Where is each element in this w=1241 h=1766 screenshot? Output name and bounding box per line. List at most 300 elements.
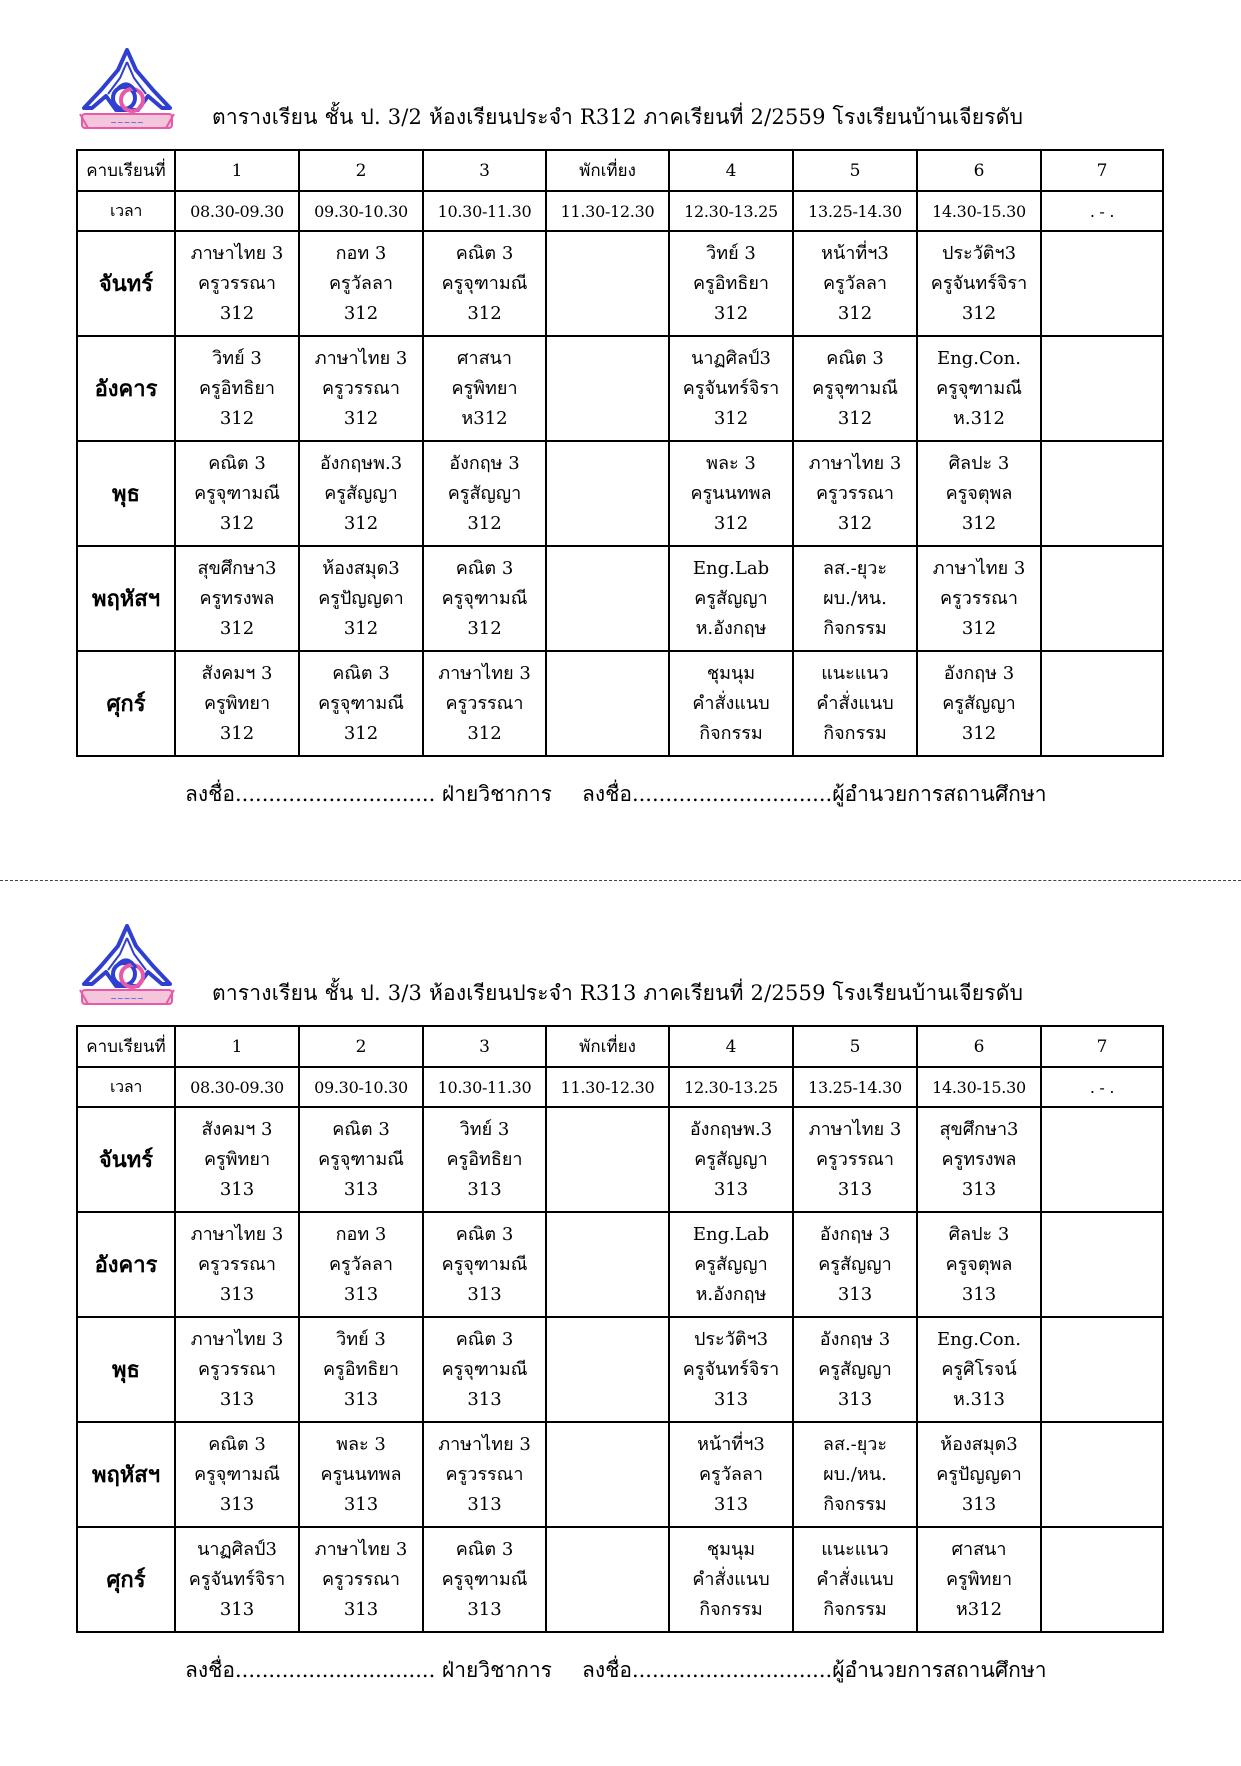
subject-name: คณิต 3 xyxy=(455,1328,514,1350)
room-label: ห.312 xyxy=(953,407,1005,429)
class-period-cell xyxy=(669,1317,793,1422)
signature-director: ลงชื่อ..............................ผู้อำนวยการสถานศึกษา xyxy=(581,782,1047,806)
teacher-name: ครูจุฑามณี xyxy=(194,1463,280,1485)
day-name-cell: พุธ xyxy=(77,1317,175,1422)
period-header-cell: 3 xyxy=(423,150,546,191)
class-period-cell xyxy=(917,441,1041,546)
class-period-cell xyxy=(423,441,546,546)
subject-name: อังกฤษพ.3 xyxy=(319,452,403,474)
room-label: 312 xyxy=(219,302,255,324)
day-name-cell: พฤหัสฯ xyxy=(77,546,175,651)
class-period-cell xyxy=(423,1107,546,1212)
subject-name: สังคมฯ 3 xyxy=(201,1118,273,1140)
period-header-cell: 5 xyxy=(793,150,917,191)
subject-name: นาฏศิลป์3 xyxy=(691,347,771,369)
class-period-cell xyxy=(793,441,917,546)
time-slot-cell: 09.30-10.30 xyxy=(299,191,423,231)
class-period-cell xyxy=(423,231,546,336)
room-label: 312 xyxy=(467,512,502,534)
room-label: กิจกรรม xyxy=(823,617,887,639)
room-label: 313 xyxy=(467,1493,502,1515)
empty-period-cell xyxy=(546,1107,669,1212)
class-period-cell xyxy=(917,231,1041,336)
subject-name: คณิต 3 xyxy=(455,242,514,264)
class-period-cell xyxy=(793,1107,917,1212)
period-header-cell: 7 xyxy=(1041,1026,1163,1067)
subject-name: ประวัติฯ3 xyxy=(941,242,1017,264)
teacher-name: ครูทรงพล xyxy=(199,587,275,609)
teacher-name: ครูจันทร์จิรา xyxy=(682,1358,780,1380)
class-period-cell xyxy=(917,1212,1041,1317)
class-period-cell xyxy=(793,1527,917,1632)
room-label: 313 xyxy=(219,1283,255,1305)
teacher-name: ครูสัญญา xyxy=(694,1148,768,1170)
period-header-row xyxy=(77,1026,1163,1067)
teacher-name: ครูจันทร์จิรา xyxy=(188,1568,286,1590)
class-period-cell xyxy=(669,336,793,441)
room-label: 312 xyxy=(837,302,873,324)
class-period-cell xyxy=(423,1422,546,1527)
class-period-cell xyxy=(175,1527,299,1632)
room-label: กิจกรรม xyxy=(823,722,887,744)
class-period-cell xyxy=(423,1527,546,1632)
signature-line xyxy=(185,1654,1047,1687)
class-period-cell xyxy=(299,231,423,336)
period-header-cell: 7 xyxy=(1041,150,1163,191)
teacher-name: ครูสัญญา xyxy=(694,1253,768,1275)
teacher-name: ครูวรรณา xyxy=(816,1148,894,1170)
teacher-name: ครูอิทธิยา xyxy=(446,1148,523,1170)
class-period-cell xyxy=(793,1317,917,1422)
empty-period-cell xyxy=(1041,1422,1163,1527)
room-label: 312 xyxy=(961,302,997,324)
room-label: 312 xyxy=(343,722,379,744)
subject-name: ภาษาไทย 3 xyxy=(808,1118,902,1140)
empty-period-cell xyxy=(546,651,669,756)
teacher-name: ครูสัญญา xyxy=(447,482,522,504)
class-period-cell xyxy=(793,1212,917,1317)
subject-name: ศิลปะ 3 xyxy=(948,1223,1010,1245)
room-label: 313 xyxy=(961,1178,997,1200)
subject-name: คณิต 3 xyxy=(826,347,884,369)
subject-name: สังคมฯ 3 xyxy=(201,662,273,684)
period-header-cell: 1 xyxy=(175,150,299,191)
teacher-name: ครูพิทยา xyxy=(203,692,271,714)
room-label: ห312 xyxy=(955,1598,1003,1620)
subject-name: คณิต 3 xyxy=(455,1538,514,1560)
room-label: 313 xyxy=(713,1388,749,1410)
room-label: 313 xyxy=(467,1178,502,1200)
class-period-cell xyxy=(669,1422,793,1527)
teacher-name: ครูวรรณา xyxy=(940,587,1018,609)
schedule-title: ตารางเรียน ชั้น ป. 3/3 ห้องเรียนประจำ R313 ภาคเรียนที่ 2/2559 โรงเรียนบ้านเจียรดับ xyxy=(212,981,1024,1005)
period-label-header: คาบเรียนที่ xyxy=(77,1026,175,1067)
teacher-name: ครูจตุพล xyxy=(945,482,1013,504)
class-period-cell xyxy=(299,1422,423,1527)
subject-name: พละ 3 xyxy=(336,1433,386,1455)
subject-name: คณิต 3 xyxy=(208,452,266,474)
class-period-cell xyxy=(299,441,423,546)
cut-line-divider xyxy=(0,880,1241,881)
day-name-cell: อังคาร xyxy=(77,1212,175,1317)
teacher-name: ครูปัญญดา xyxy=(936,1463,1022,1485)
teacher-name: ครูจุฑามณี xyxy=(441,587,528,609)
empty-period-cell xyxy=(1041,1317,1163,1422)
teacher-name: ครูจุฑามณี xyxy=(318,692,404,714)
room-label: 312 xyxy=(343,407,379,429)
room-label: 313 xyxy=(343,1598,379,1620)
period-header-cell: 1 xyxy=(175,1026,299,1067)
class-period-cell xyxy=(175,1317,299,1422)
subject-name: ภาษาไทย 3 xyxy=(314,1538,408,1560)
room-label: 312 xyxy=(713,407,749,429)
teacher-name: ครูพิทยา xyxy=(203,1148,271,1170)
room-label: ห312 xyxy=(461,407,508,429)
subject-name: แนะแนว xyxy=(821,662,889,684)
subject-name: ภาษาไทย 3 xyxy=(932,557,1026,579)
day-row xyxy=(77,441,1163,546)
teacher-name: ครูวรรณา xyxy=(816,482,894,504)
room-label: 313 xyxy=(343,1283,379,1305)
class-period-cell xyxy=(793,336,917,441)
subject-name: กอท 3 xyxy=(335,1223,387,1245)
time-slot-cell: 14.30-15.30 xyxy=(917,1067,1041,1107)
period-header-cell: พักเที่ยง xyxy=(546,150,669,191)
room-label: 312 xyxy=(713,512,749,534)
subject-name: Eng.Lab xyxy=(692,1223,770,1245)
teacher-name: ครูจันทร์จิรา xyxy=(682,377,780,399)
teacher-name: ครูวรรณา xyxy=(445,692,524,714)
teacher-name: ครูสัญญา xyxy=(818,1358,892,1380)
teacher-name: ครูจุฑามณี xyxy=(441,1253,528,1275)
subject-name: ภาษาไทย 3 xyxy=(314,347,408,369)
period-header-cell: 6 xyxy=(917,1026,1041,1067)
room-label: 313 xyxy=(467,1388,502,1410)
day-row xyxy=(77,1317,1163,1422)
class-period-cell xyxy=(175,1212,299,1317)
room-label: 313 xyxy=(343,1493,379,1515)
room-label: 313 xyxy=(467,1283,502,1305)
day-row xyxy=(77,1107,1163,1212)
room-label: ห.313 xyxy=(953,1388,1005,1410)
period-header-cell: 6 xyxy=(917,150,1041,191)
teacher-name: ครูจุฑามณี xyxy=(318,1148,404,1170)
room-label: 312 xyxy=(219,407,255,429)
day-name-cell: พฤหัสฯ xyxy=(77,1422,175,1527)
room-label: ห.อังกฤษ xyxy=(695,617,767,639)
teacher-name: ผบ./หน. xyxy=(823,587,887,609)
teacher-name: ครูวรรณา xyxy=(322,377,400,399)
subject-name: อังกฤษพ.3 xyxy=(689,1118,773,1140)
subject-name: คณิต 3 xyxy=(332,1118,390,1140)
subject-name: คณิต 3 xyxy=(208,1433,266,1455)
class-period-cell xyxy=(669,546,793,651)
school-logo-icon xyxy=(78,48,176,148)
empty-period-cell xyxy=(1041,1107,1163,1212)
class-period-cell xyxy=(669,1212,793,1317)
class-period-cell xyxy=(917,651,1041,756)
time-slot-cell: 10.30-11.30 xyxy=(423,191,546,231)
class-period-cell xyxy=(299,1107,423,1212)
room-label: 312 xyxy=(467,722,502,744)
teacher-name: ครูนนทพล xyxy=(690,482,772,504)
time-label-cell: เวลา xyxy=(77,191,175,231)
signature-academic: ลงชื่อ.............................. ฝ่ายวิชาการ xyxy=(185,782,552,806)
subject-name: ลส.-ยุวะ xyxy=(822,1433,888,1455)
subject-name: วิทย์ 3 xyxy=(706,242,756,264)
class-period-cell xyxy=(175,336,299,441)
class-period-cell xyxy=(175,1422,299,1527)
signature-line xyxy=(185,778,1047,811)
empty-period-cell xyxy=(1041,651,1163,756)
time-slot-cell: 13.25-14.30 xyxy=(793,1067,917,1107)
subject-name: ภาษาไทย 3 xyxy=(190,242,284,264)
room-label: ห.อังกฤษ xyxy=(695,1283,767,1305)
class-period-cell xyxy=(423,546,546,651)
day-row xyxy=(77,546,1163,651)
subject-name: ห้องสมุด3 xyxy=(322,557,400,579)
day-row xyxy=(77,231,1163,336)
time-slot-cell: 11.30-12.30 xyxy=(546,1067,669,1107)
subject-name: วิทย์ 3 xyxy=(459,1118,510,1140)
day-row xyxy=(77,336,1163,441)
class-period-cell xyxy=(423,1212,546,1317)
teacher-name: ครูจันทร์จิรา xyxy=(930,272,1028,294)
teacher-name: ครูทรงพล xyxy=(941,1148,1017,1170)
class-period-cell xyxy=(917,1107,1041,1212)
time-slot-cell: 12.30-13.25 xyxy=(669,1067,793,1107)
room-label: 313 xyxy=(219,1388,255,1410)
room-label: 312 xyxy=(343,617,379,639)
teacher-name: ครูจุฑามณี xyxy=(194,482,280,504)
room-label: 313 xyxy=(343,1388,379,1410)
class-period-cell xyxy=(175,651,299,756)
teacher-name: ครูจุฑามณี xyxy=(936,377,1022,399)
subject-name: วิทย์ 3 xyxy=(212,347,262,369)
empty-period-cell xyxy=(1041,1527,1163,1632)
subject-name: อังกฤษ 3 xyxy=(943,662,1015,684)
empty-period-cell xyxy=(546,441,669,546)
teacher-name: คำสั่งแนบ xyxy=(692,1568,770,1590)
teacher-name: ครูวรรณา xyxy=(445,1463,524,1485)
room-label: 312 xyxy=(467,617,502,639)
teacher-name: ครูสัญญา xyxy=(818,1253,892,1275)
class-period-cell xyxy=(423,1317,546,1422)
empty-period-cell xyxy=(546,546,669,651)
empty-period-cell xyxy=(1041,1212,1163,1317)
class-period-cell xyxy=(793,651,917,756)
teacher-name: ครูวัลลา xyxy=(329,1253,393,1275)
room-label: 313 xyxy=(713,1178,749,1200)
signature-academic: ลงชื่อ.............................. ฝ่ายวิชาการ xyxy=(185,1658,552,1682)
class-period-cell xyxy=(299,1317,423,1422)
schedule-title: ตารางเรียน ชั้น ป. 3/2 ห้องเรียนประจำ R312 ภาคเรียนที่ 2/2559 โรงเรียนบ้านเจียรดับ xyxy=(212,105,1024,129)
subject-name: Eng.Lab xyxy=(692,557,770,579)
class-period-cell xyxy=(299,546,423,651)
subject-name: หน้าที่ฯ3 xyxy=(697,1433,765,1455)
class-period-cell xyxy=(299,336,423,441)
day-row xyxy=(77,1527,1163,1632)
day-name-cell: ศุกร์ xyxy=(77,1527,175,1632)
class-period-cell xyxy=(917,1527,1041,1632)
teacher-name: ครูวรรณา xyxy=(198,1253,276,1275)
period-header-cell: พักเที่ยง xyxy=(546,1026,669,1067)
teacher-name: ครูอิทธิยา xyxy=(322,1358,400,1380)
class-period-cell xyxy=(175,231,299,336)
subject-name: อังกฤษ 3 xyxy=(449,452,520,474)
class-period-cell xyxy=(669,1107,793,1212)
teacher-name: คำสั่งแนบ xyxy=(816,692,894,714)
room-label: 313 xyxy=(219,1178,255,1200)
class-period-cell xyxy=(917,1317,1041,1422)
room-label: 312 xyxy=(219,722,255,744)
subject-name: แนะแนว xyxy=(821,1538,889,1560)
room-label: 312 xyxy=(219,512,255,534)
teacher-name: ครูจุฑามณี xyxy=(441,272,528,294)
subject-name: กอท 3 xyxy=(335,242,387,264)
time-row xyxy=(77,191,1163,231)
class-period-cell xyxy=(917,546,1041,651)
room-label: กิจกรรม xyxy=(823,1493,887,1515)
class-period-cell xyxy=(299,1527,423,1632)
room-label: 313 xyxy=(961,1493,997,1515)
period-header-row xyxy=(77,150,1163,191)
class-period-cell xyxy=(793,231,917,336)
time-slot-cell: 11.30-12.30 xyxy=(546,191,669,231)
class-period-cell xyxy=(299,651,423,756)
empty-period-cell xyxy=(546,1422,669,1527)
time-slot-cell: . - . xyxy=(1041,1067,1163,1107)
room-label: 312 xyxy=(343,512,379,534)
time-row xyxy=(77,1067,1163,1107)
teacher-name: ครูอิทธิยา xyxy=(198,377,276,399)
time-slot-cell: 09.30-10.30 xyxy=(299,1067,423,1107)
teacher-name: ครูจตุพล xyxy=(945,1253,1013,1275)
svg-text:~~~~~: ~~~~~ xyxy=(110,994,144,1003)
time-slot-cell: 12.30-13.25 xyxy=(669,191,793,231)
subject-name: Eng.Con. xyxy=(937,1328,1021,1350)
empty-period-cell xyxy=(1041,441,1163,546)
time-slot-cell: 13.25-14.30 xyxy=(793,191,917,231)
teacher-name: ครูวัลลา xyxy=(823,272,887,294)
room-label: 312 xyxy=(219,617,255,639)
room-label: 312 xyxy=(837,407,873,429)
class-period-cell xyxy=(175,546,299,651)
empty-period-cell xyxy=(1041,231,1163,336)
class-period-cell xyxy=(423,651,546,756)
subject-name: ภาษาไทย 3 xyxy=(438,1433,531,1455)
class-period-cell xyxy=(917,336,1041,441)
room-label: 313 xyxy=(219,1598,255,1620)
teacher-name: ครูจุฑามณี xyxy=(441,1358,528,1380)
period-label-header: คาบเรียนที่ xyxy=(77,150,175,191)
subject-name: นาฏศิลป์3 xyxy=(197,1538,277,1560)
subject-name: ห้องสมุด3 xyxy=(940,1433,1018,1455)
day-name-cell: อังคาร xyxy=(77,336,175,441)
subject-name: Eng.Con. xyxy=(937,347,1021,369)
teacher-name: คำสั่งแนบ xyxy=(692,692,770,714)
class-period-cell xyxy=(917,1422,1041,1527)
teacher-name: ครูวรรณา xyxy=(322,1568,400,1590)
subject-name: ศาสนา xyxy=(951,1538,1007,1560)
subject-name: ชุมนุม xyxy=(706,662,756,684)
class-period-cell xyxy=(669,1527,793,1632)
empty-period-cell xyxy=(1041,546,1163,651)
subject-name: ศาสนา xyxy=(457,347,512,369)
teacher-name: ครูพิทยา xyxy=(945,1568,1013,1590)
teacher-name: คำสั่งแนบ xyxy=(816,1568,894,1590)
class-period-cell xyxy=(175,441,299,546)
school-logo-icon xyxy=(78,924,176,1024)
time-slot-cell: 08.30-09.30 xyxy=(175,1067,299,1107)
empty-period-cell xyxy=(546,336,669,441)
room-label: 312 xyxy=(961,512,997,534)
class-period-cell xyxy=(299,1212,423,1317)
day-row xyxy=(77,1422,1163,1527)
room-label: 313 xyxy=(219,1493,255,1515)
subject-name: ภาษาไทย 3 xyxy=(190,1223,284,1245)
empty-period-cell xyxy=(546,231,669,336)
teacher-name: ครูอิทธิยา xyxy=(692,272,770,294)
class-period-cell xyxy=(669,651,793,756)
teacher-name: ครูวรรณา xyxy=(198,272,276,294)
subject-name: พละ 3 xyxy=(706,452,756,474)
room-label: 312 xyxy=(713,302,749,324)
day-name-cell: ศุกร์ xyxy=(77,651,175,756)
class-period-cell xyxy=(669,231,793,336)
teacher-name: ครูจุฑามณี xyxy=(812,377,898,399)
class-period-cell xyxy=(793,1422,917,1527)
subject-name: ลส.-ยุวะ xyxy=(822,557,888,579)
teacher-name: ครูศิโรจน์ xyxy=(941,1358,1017,1380)
subject-name: วิทย์ 3 xyxy=(336,1328,386,1350)
empty-period-cell xyxy=(546,1212,669,1317)
teacher-name: ครูสัญญา xyxy=(694,587,768,609)
teacher-name: ครูวรรณา xyxy=(198,1358,276,1380)
signature-director: ลงชื่อ..............................ผู้อำนวยการสถานศึกษา xyxy=(581,1658,1047,1682)
day-name-cell: จันทร์ xyxy=(77,231,175,336)
class-period-cell xyxy=(669,441,793,546)
period-header-cell: 4 xyxy=(669,150,793,191)
subject-name: ภาษาไทย 3 xyxy=(438,662,531,684)
room-label: 312 xyxy=(961,617,997,639)
teacher-name: ครูสัญญา xyxy=(942,692,1016,714)
subject-name: คณิต 3 xyxy=(332,662,390,684)
teacher-name: ครูนนทพล xyxy=(320,1463,402,1485)
class-period-cell xyxy=(175,1107,299,1212)
timetable xyxy=(76,1025,1164,1633)
svg-text:~~~~~: ~~~~~ xyxy=(110,118,144,127)
empty-period-cell xyxy=(546,1317,669,1422)
room-label: 312 xyxy=(467,302,502,324)
class-period-cell xyxy=(423,336,546,441)
room-label: 312 xyxy=(343,302,379,324)
room-label: กิจกรรม xyxy=(699,1598,763,1620)
room-label: 313 xyxy=(343,1178,379,1200)
period-header-cell: 4 xyxy=(669,1026,793,1067)
period-header-cell: 3 xyxy=(423,1026,546,1067)
subject-name: ศิลปะ 3 xyxy=(948,452,1010,474)
timetable xyxy=(76,149,1164,757)
room-label: 312 xyxy=(837,512,873,534)
period-header-cell: 5 xyxy=(793,1026,917,1067)
time-slot-cell: . - . xyxy=(1041,191,1163,231)
time-label-cell: เวลา xyxy=(77,1067,175,1107)
subject-name: คณิต 3 xyxy=(455,1223,514,1245)
teacher-name: ครูวัลลา xyxy=(329,272,393,294)
teacher-name: ครูจุฑามณี xyxy=(441,1568,528,1590)
teacher-name: ครูสัญญา xyxy=(324,482,398,504)
